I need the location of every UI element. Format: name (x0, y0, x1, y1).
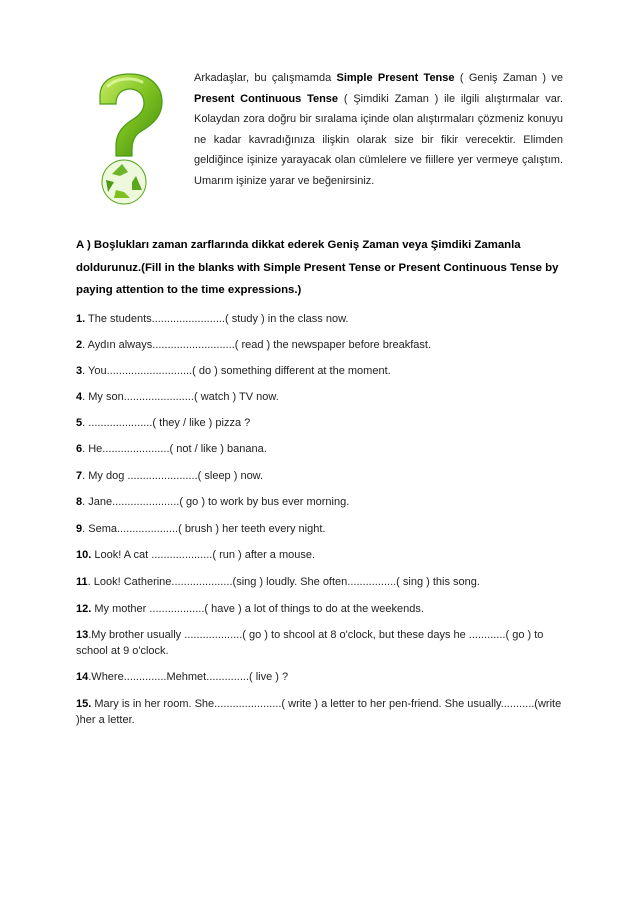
exercise-number: 11 (76, 576, 88, 588)
exercise-text: Look! A cat ....................( run ) after a mouse. (91, 549, 316, 561)
exercise-item (76, 628, 566, 659)
exercise-item (76, 442, 566, 458)
exercise-text: . Jane......................( go ) to work by bus ever morning. (82, 496, 350, 508)
section-heading: A ) Boşlukları zaman zarflarında dikkat ederek Geniş Zaman veya Şimdiki Zamanla doldurunuz.(Fill in the blanks with Simple Present Tense or Present Continuous Tense by paying attention to the time expressions.) (76, 239, 559, 296)
exercise-item (76, 602, 566, 618)
exercise-text: . He......................( not / like ) banana. (82, 443, 267, 455)
exercise-item (76, 312, 566, 328)
intro-text: ( Geniş Zaman ) ve (454, 72, 564, 84)
exercise-number: 15. (76, 698, 92, 710)
intro-text: Arkadaşlar, bu çalışmamda (194, 72, 337, 84)
exercise-text: . Aydın always...........................( read ) the newspaper before breakfast. (82, 339, 432, 351)
exercise-item (76, 416, 566, 432)
exercise-item (76, 670, 566, 686)
intro-text: ( Şimdiki Zaman ) ile ilgili alıştırmalar var. Kolaydan zora doğru bir sıralama içinde olan alıştırmaları çözmeniz konuyu ne kadar kavradığınıza ilişkin olarak size bir fikir verecektir. Elimden geldiğince işinize yarayacak olan cümlelere ve fiillere yer vermeye çalıştım. Umarım işinize yarar ve beğenirsiniz. (194, 92, 563, 187)
exercise-number: 9 (76, 523, 83, 535)
exercise-item (76, 338, 566, 354)
exercise-number: 4 (76, 391, 83, 403)
exercise-number: 13 (76, 629, 89, 641)
exercise-item (76, 469, 566, 485)
exercise-number: 1. (76, 313, 86, 325)
present-continuous-term: Present Continuous Tense (194, 92, 339, 105)
exercise-text: . Sema....................( brush ) her teeth every night. (82, 523, 326, 535)
exercise-item (76, 364, 566, 380)
exercise-item (76, 390, 566, 406)
exercise-item (76, 548, 566, 564)
exercise-text: My mother ..................( have ) a lot of things to do at the weekends. (91, 603, 424, 615)
exercise-text: . .....................( they / like ) pizza ? (82, 417, 251, 429)
exercise-text: . You............................( do ) something different at the moment. (82, 365, 391, 377)
exercise-number: 7 (76, 470, 83, 482)
exercise-item (76, 495, 566, 511)
exercise-text: .My brother usually ...................( go ) to shcool at 8 o'clock, but these days he ............( go ) to school at 9 o'clock. (76, 629, 544, 657)
exercise-number: 6 (76, 443, 83, 455)
exercise-item (76, 575, 566, 591)
exercise-number: 5 (76, 417, 83, 429)
exercise-text: . My dog .......................( sleep ) now. (82, 470, 264, 482)
question-mark-logo (94, 72, 166, 208)
exercise-number: 3 (76, 365, 83, 377)
exercise-text: . Look! Catherine....................(sing ) loudly. She often................( sing ) this song. (87, 576, 480, 588)
exercise-text: Mary is in her room. She......................( write ) a letter to her pen-friend. She usually...........(write )her a letter. (76, 698, 562, 726)
exercise-item (76, 522, 566, 538)
intro-paragraph (194, 68, 563, 191)
exercise-number: 8 (76, 496, 83, 508)
exercise-text: The students........................( study ) in the class now. (85, 313, 349, 325)
simple-present-term: Simple Present Tense (336, 72, 455, 84)
exercise-text: .Where..............Mehmet..............( live ) ? (88, 671, 289, 683)
exercise-number: 14 (76, 671, 89, 683)
exercise-text: . My son.......................( watch ) TV now. (82, 391, 279, 403)
question-mark-recycle-icon (94, 72, 166, 208)
exercise-number: 12. (76, 603, 92, 615)
exercise-item (76, 697, 566, 728)
exercise-number: 2 (76, 339, 83, 351)
exercise-number: 10. (76, 549, 92, 561)
